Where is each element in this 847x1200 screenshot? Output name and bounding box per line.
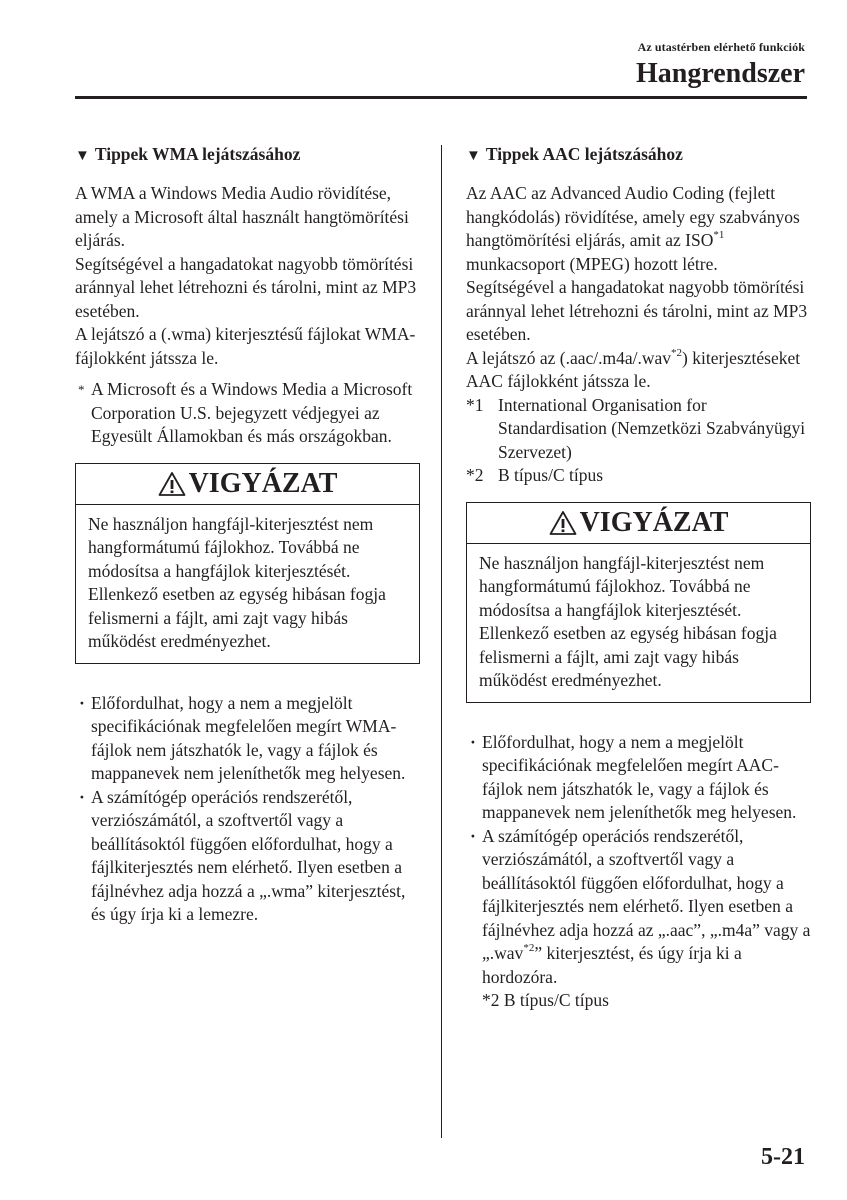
list-item: · A számítógép operációs rendszerétől, verziószámától, a szoftvertől vagy a beállításoktól függően előfordulhat, hogy a fájlkiterjesztés nem elérhető. Ilyen esetben a fájlnévhez adja hozzá az „.aac”, „.m4a” vagy a „.wav$^{*2}$” kiterjesztést, és úgy írja ki a hordozóra. *2 B típus/C típus: [470, 825, 811, 1010]
header-rule: [75, 96, 807, 99]
page-number: 5-21: [761, 1144, 805, 1170]
warning-triangle-icon: [549, 510, 577, 536]
footnote-mark: *1: [466, 394, 484, 415]
triangle-down-icon: ▼: [466, 148, 481, 164]
caution-header: [76, 464, 419, 505]
list-item: · Előfordulhat, hogy a nem a megjelölt specifikációnak megfelelően megírt WMA-fájlok nem játszhatók le, vagy a fájlok és mappanevek nem jeleníthetők meg helyesen.: [79, 692, 406, 783]
paragraph: A lejátszó a (.wma) kiterjesztésű fájlokat WMA-fájlokként játssza le.: [75, 324, 416, 368]
left-column: [75, 143, 420, 927]
paragraph: Az AAC az Advanced Audio Coding (fejlett hangkódolás) rövidítése, amely egy szabványos hangtömörítési eljárás, amit az ISO$^{*1}$ munkacsoport (MPEG) hozott létre.: [466, 183, 800, 274]
running-header-section: Az utastérben elérhető funkciók: [637, 40, 805, 54]
triangle-down-icon: ▼: [75, 148, 90, 164]
caution-title: VIGYÁZAT: [188, 467, 338, 499]
column-divider: [441, 145, 442, 1138]
caution-text: Ne használjon hangfájl-kiterjesztést nem hangformátumú fájlokhoz. Továbbá ne módosítsa a hangfájlok kiterjesztését. Ellenkező esetben az egység hibásan fogja felismerni a fájlt, ami zajt vagy hibás működést eredményezhet.: [88, 513, 386, 651]
running-header-title: Hangrendszer: [635, 58, 805, 89]
bullet-list: [75, 692, 420, 927]
footnote-ref: *2: [671, 346, 683, 359]
bullet-mark: ·: [79, 692, 85, 713]
caution-box: [466, 502, 811, 703]
caution-text: Ne használjon hangfájl-kiterjesztést nem hangformátumú fájlokhoz. Továbbá ne módosítsa a hangfájlok kiterjesztését. Ellenkező esetben az egység hibásan fogja felismerni a fájlt, ami zajt vagy hibás működést eredményezhet.: [479, 552, 777, 690]
paragraph: Segítségével a hangadatokat nagyobb tömörítési aránnyal lehet létrehozni és tárolni, mint az MP3 esetében.: [466, 277, 808, 344]
list-item: · A számítógép operációs rendszerétől, verziószámától, a szoftvertől vagy a beállításoktól függően előfordulhat, hogy a fájlkiterjesztés nem elérhető. Ilyen esetben a fájlnévhez adja hozzá a „.wma” kiterjesztést, és úgy írja ki a lemezre.: [79, 786, 406, 924]
bullet-footnote: *2 B típus/C típus: [482, 990, 609, 1010]
footnote-ref: *1: [713, 229, 725, 242]
footnote-ref: *2: [523, 942, 535, 955]
caution-title: VIGYÁZAT: [579, 506, 729, 538]
section-heading-wma: ▼ Tippek WMA lejátszásához: [75, 144, 301, 164]
footnote: *1 International Organisation for Standardisation (Nemzetközi Szabványügyi Szervezet): [466, 394, 806, 462]
asterisk-mark: *: [78, 382, 85, 397]
bullet-mark: ·: [79, 786, 85, 807]
paragraph: A WMA a Windows Media Audio rövidítése, amely a Microsoft által használt hangtömörítési eljárás.: [75, 183, 409, 250]
bullet-mark: ·: [470, 825, 476, 846]
footnote: *2 B típus/C típus: [466, 464, 811, 488]
caution-header: [467, 503, 810, 544]
trademark-note: * A Microsoft és a Windows Media a Microsoft Corporation U.S. bejegyzett védjegyei az Egyesült Államokban és más országokban.: [78, 379, 413, 446]
right-column: [466, 143, 811, 1013]
bullet-list: [466, 731, 811, 1013]
caution-box: [75, 463, 420, 664]
section-heading-aac: ▼ Tippek AAC lejátszásához: [466, 144, 683, 164]
paragraph: A lejátszó az (.aac/.m4a/.wav$^{*2}$) kiterjesztéseket AAC fájlokként játssza le.: [466, 346, 801, 391]
paragraph: Segítségével a hangadatokat nagyobb tömörítési aránnyal lehet létrehozni és tárolni, mint az MP3 esetében.: [75, 253, 417, 321]
bullet-mark: ·: [470, 731, 476, 752]
footnote-mark: *2: [466, 465, 484, 485]
warning-triangle-icon: [158, 471, 186, 497]
list-item: · Előfordulhat, hogy a nem a megjelölt specifikációnak megfelelően megírt AAC-fájlok nem játszhatók le, vagy a fájlok és mappanevek nem jeleníthetők meg helyesen.: [470, 731, 797, 822]
